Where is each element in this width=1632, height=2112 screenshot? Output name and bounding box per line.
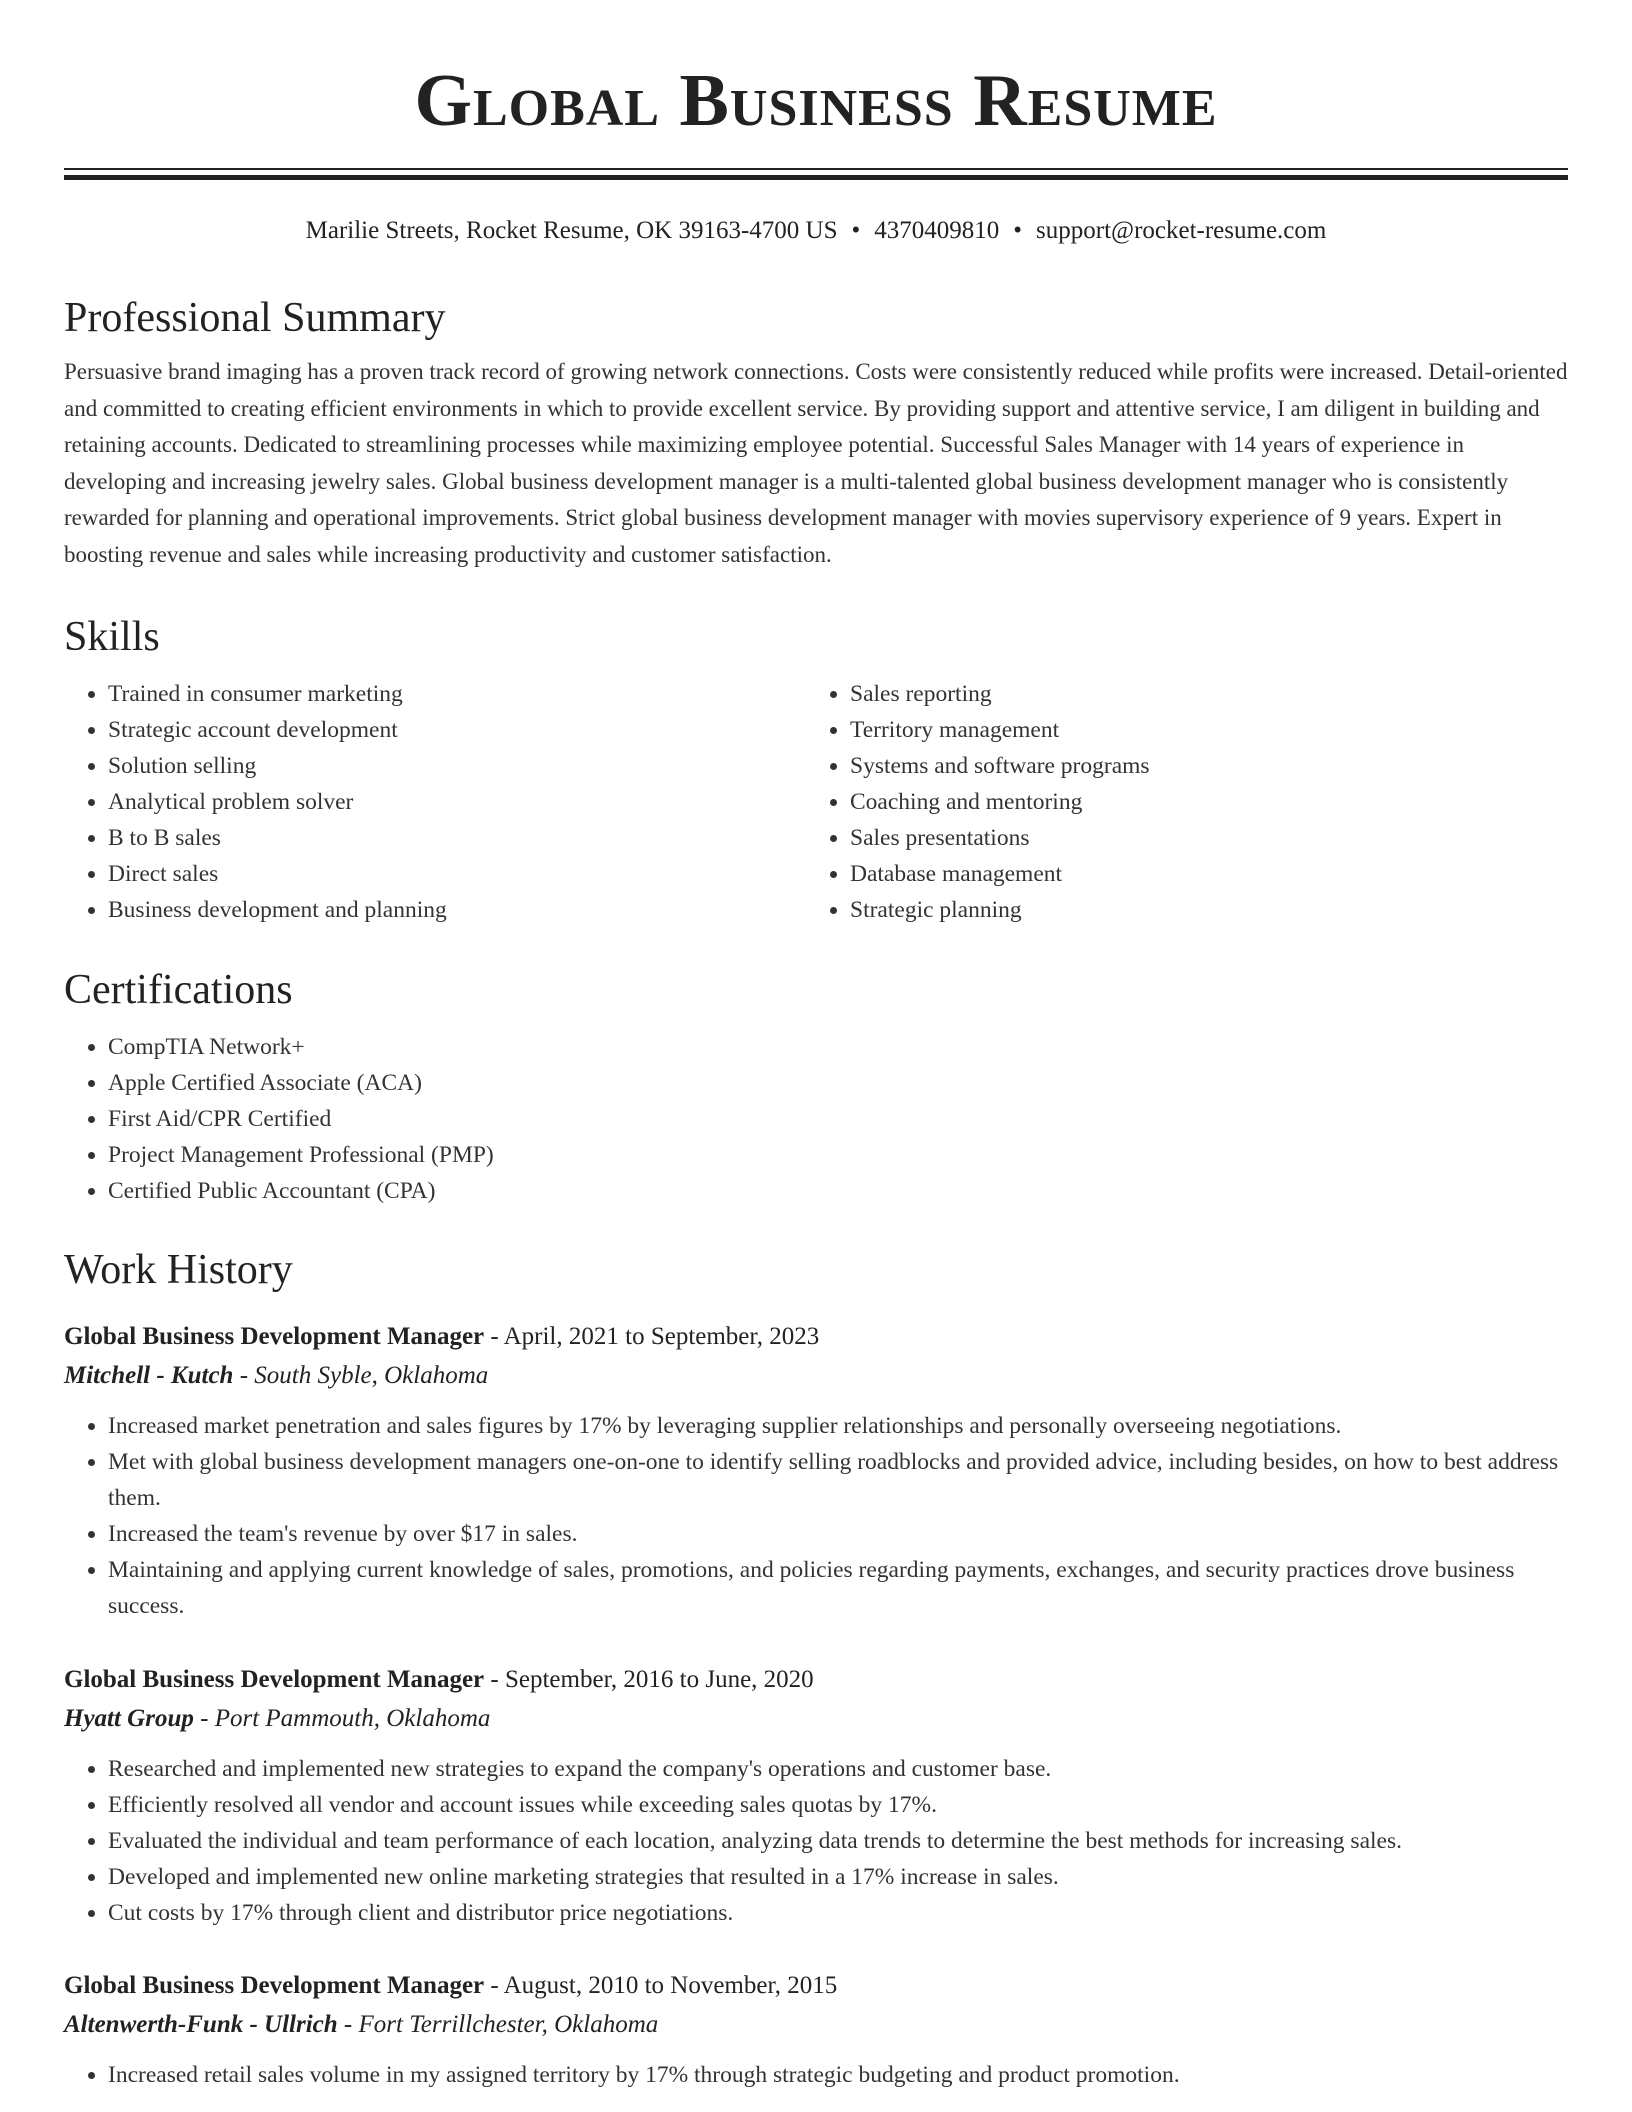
job-location: - Fort Terrillchester, Oklahoma (337, 2011, 659, 2038)
certification-item: • First Aid/CPR Certified (108, 1101, 1568, 1137)
job-heading (64, 1968, 1568, 2004)
job-entry (64, 1662, 1568, 1931)
job-title: Global Business Development Manager (64, 1323, 485, 1350)
job-bullet: • Cut costs by 17% through client and distributor price negotiations. (108, 1895, 1568, 1931)
certification-item: • Project Management Professional (PMP) (108, 1137, 1568, 1173)
job-dates: - April, 2021 to September, 2023 (484, 1323, 820, 1350)
job-bullet: • Efficiently resolved all vendor and account issues while exceeding sales quotas by 17%. (108, 1787, 1568, 1823)
contact-address: Marilie Streets, Rocket Resume, OK 39163-4700 US (305, 217, 838, 244)
skill-item: • Solution selling (108, 748, 806, 784)
summary-heading: Professional Summary (64, 295, 446, 341)
job-location: - Port Pammouth, Oklahoma (193, 1705, 491, 1732)
summary-text: Persuasive brand imaging has a proven track record of growing network connections. Costs were consistently reduced while profits were increased. Detail-oriented and committed to creating efficient environments in which to provide excellent service. By providing support and attentive service, I am diligent in building and retaining accounts. Dedicated to streamlining processes while maximizing employee potential. Successful Sales Manager with 14 years of experience in developing and increasing jewelry sales. Global business development manager is a multi-talented global business development manager who is consistently rewarded for planning and operational improvements. Strict global business development manager with movies supervisory experience of 9 years. Expert in boosting revenue and sales while increasing productivity and customer satisfaction. (64, 359, 1568, 567)
skill-item: • Sales presentations (850, 820, 1548, 856)
header-rule-thin (64, 168, 1568, 170)
job-bullet: • Developed and implemented new online marketing strategies that resulted in a 17% increase in sales. (108, 1859, 1568, 1895)
job-bullet: • Increased retail sales volume in my assigned territory by 17% through strategic budgeting and product promotion. (108, 2057, 1568, 2093)
certifications-heading: Certifications (64, 967, 293, 1013)
certifications-section (64, 965, 1568, 1209)
skill-item: • Business development and planning (108, 892, 806, 928)
job-entry (64, 1319, 1568, 1624)
certification-item: • Certified Public Accountant (CPA) (108, 1173, 1568, 1209)
contact-separator: • (1013, 217, 1023, 244)
job-bullet: • Increased market penetration and sales figures by 17% by leveraging supplier relationships and personally overseeing negotiations. (108, 1408, 1568, 1444)
skill-item: • Analytical problem solver (108, 784, 806, 820)
job-bullet: • Evaluated the individual and team performance of each location, analyzing data trends to determine the best methods for increasing sales. (108, 1823, 1568, 1859)
resume-name: Global Business Resume (414, 60, 1218, 142)
skills-list-right (806, 676, 1548, 928)
job-employer (64, 1701, 1568, 1737)
work-history-heading-block (64, 1245, 1568, 1295)
skill-item: • Database management (850, 856, 1548, 892)
skill-item: • Strategic account development (108, 712, 806, 748)
contact-phone: 4370409810 (874, 217, 1000, 244)
work-history-heading: Work History (64, 1247, 293, 1293)
skill-item: • Territory management (850, 712, 1548, 748)
job-bullet: • Increased the team's revenue by over $17 in sales. (108, 1516, 1568, 1552)
contact-line (64, 216, 1568, 246)
contact-email: support@rocket-resume.com (1036, 217, 1327, 244)
job-bullet: • Researched and implemented new strategies to expand the company's operations and customer base. (108, 1751, 1568, 1787)
job-company: Altenwerth-Funk - Ullrich (64, 2011, 338, 2038)
certification-item: • CompTIA Network+ (108, 1029, 1568, 1065)
job-entry (64, 1968, 1568, 2093)
skills-columns (64, 676, 1568, 928)
job-employer (64, 2007, 1568, 2043)
job-location: - South Syble, Oklahoma (233, 1362, 489, 1389)
job-bullets (64, 1751, 1568, 1931)
job-title: Global Business Development Manager (64, 1972, 485, 1999)
job-title: Global Business Development Manager (64, 1666, 485, 1693)
skill-item: • Coaching and mentoring (850, 784, 1548, 820)
certification-item: • Apple Certified Associate (ACA) (108, 1065, 1568, 1101)
job-bullet: • Met with global business development managers one-on-one to identify selling roadblocks and provided advice, including besides, on how to best address them. (108, 1444, 1568, 1516)
skill-item: • Sales reporting (850, 676, 1548, 712)
skill-item: • Trained in consumer marketing (108, 676, 806, 712)
skill-item: • Strategic planning (850, 892, 1548, 928)
header-rule-thick (64, 175, 1568, 180)
skill-item: • B to B sales (108, 820, 806, 856)
job-company: Mitchell - Kutch (64, 1362, 234, 1389)
job-dates: - September, 2016 to June, 2020 (484, 1666, 814, 1693)
job-company: Hyatt Group (64, 1705, 194, 1732)
job-heading (64, 1319, 1568, 1355)
certifications-list (64, 1029, 1568, 1209)
job-bullet: • Maintaining and applying current knowledge of sales, promotions, and policies regarding payments, exchanges, and security practices drove business success. (108, 1552, 1568, 1624)
skill-item: • Direct sales (108, 856, 806, 892)
skills-list-left (64, 676, 806, 928)
job-heading (64, 1662, 1568, 1698)
skills-heading: Skills (64, 614, 160, 660)
job-bullets (64, 1408, 1568, 1624)
job-employer (64, 1358, 1568, 1394)
skill-item: • Systems and software programs (850, 748, 1548, 784)
summary-section (64, 293, 1568, 573)
job-bullets (64, 2057, 1568, 2093)
contact-separator: • (851, 217, 861, 244)
skills-section (64, 612, 1568, 928)
job-dates: - August, 2010 to November, 2015 (484, 1972, 838, 1999)
